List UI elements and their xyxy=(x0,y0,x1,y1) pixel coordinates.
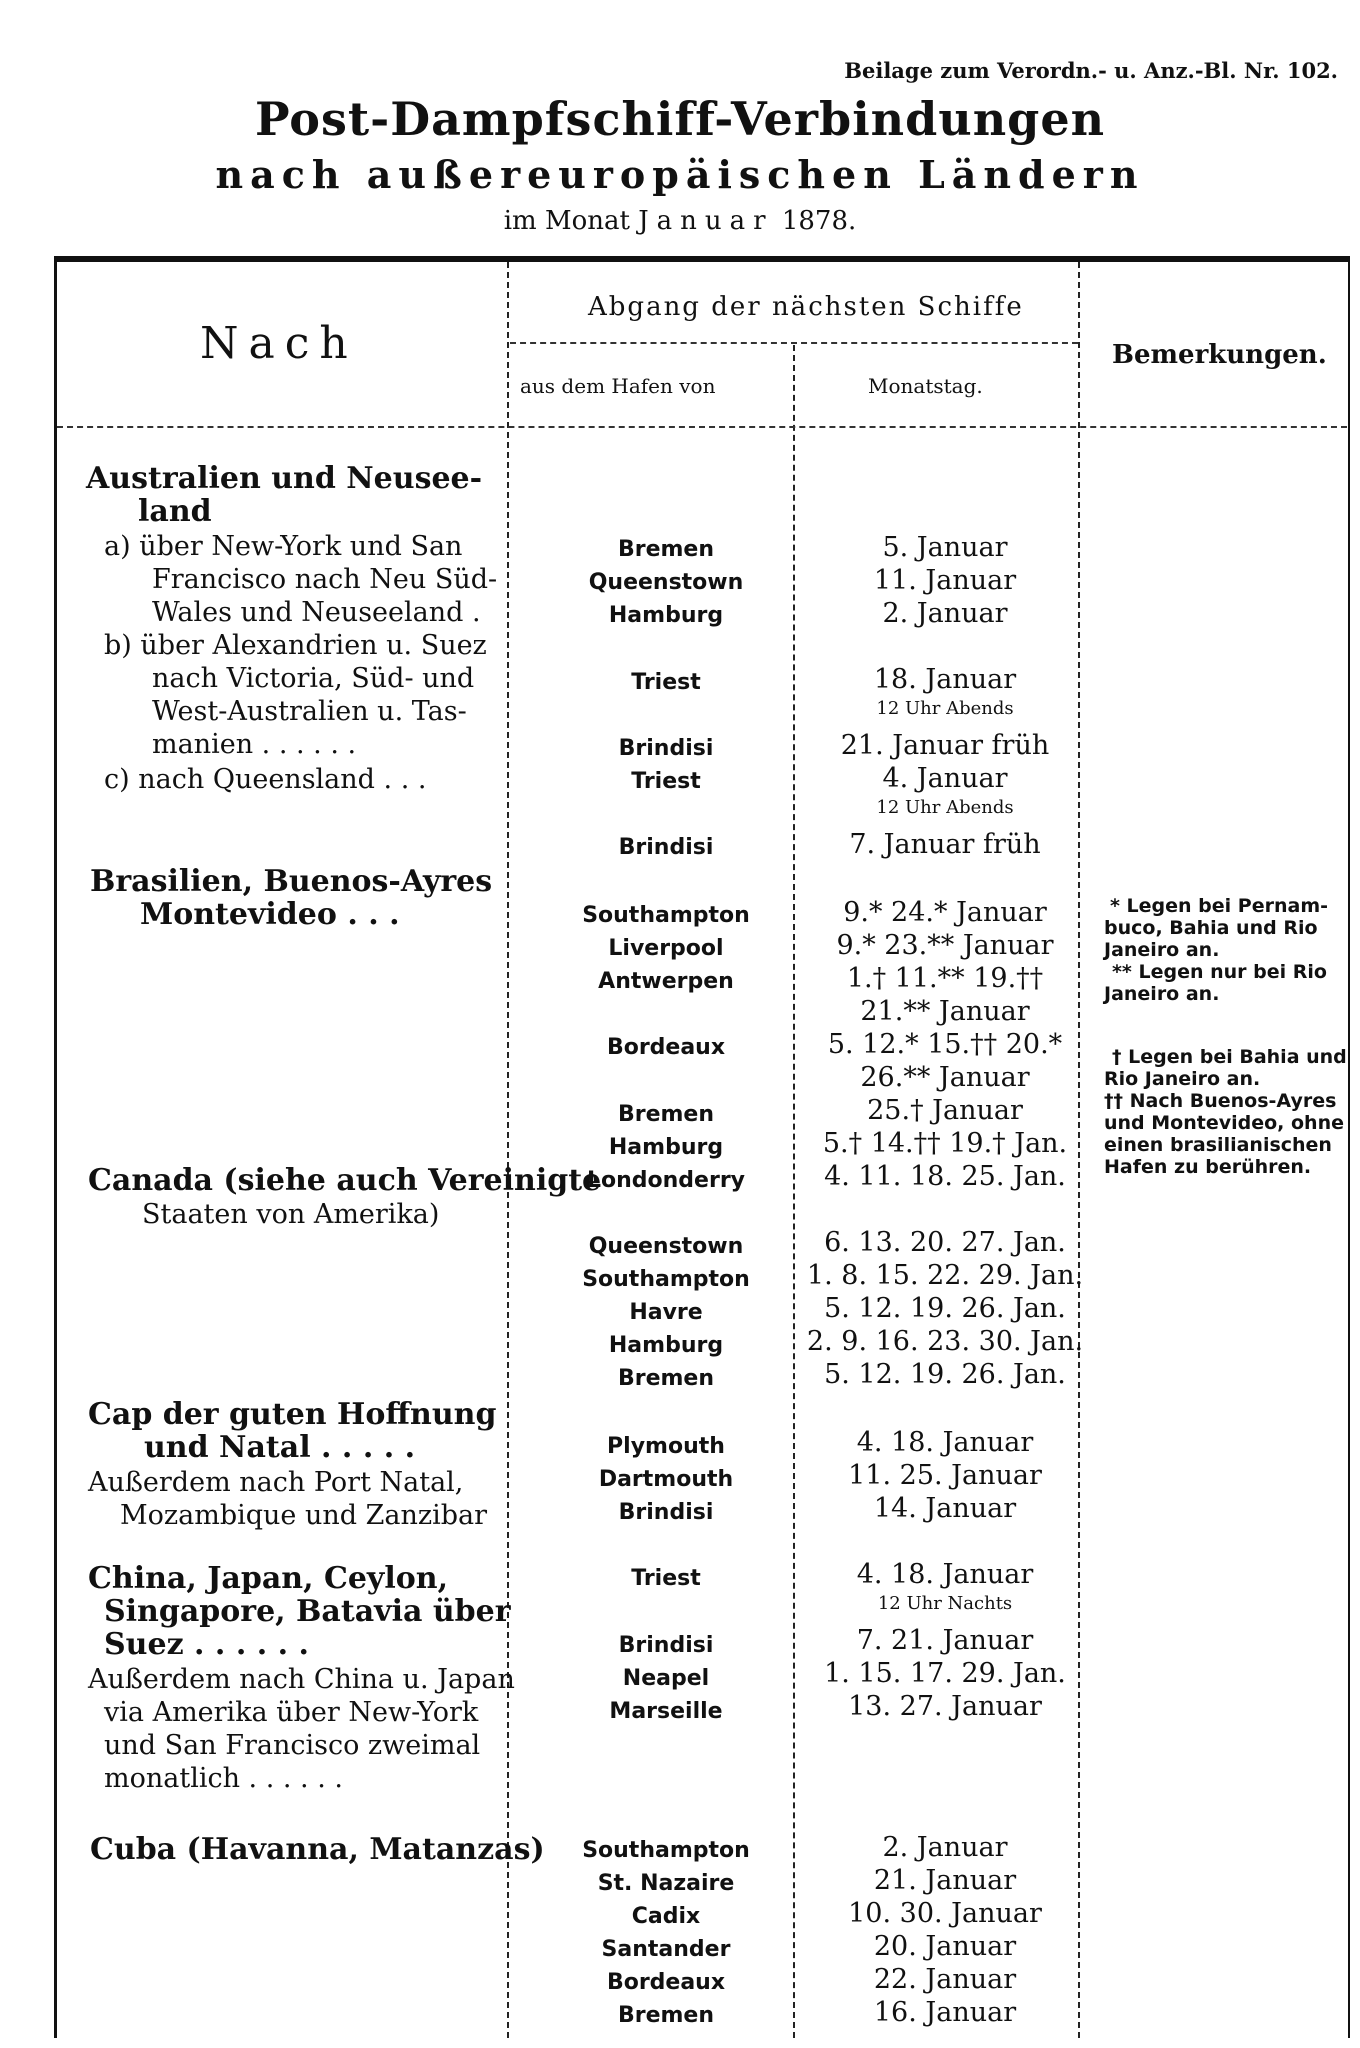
period-month: Januar xyxy=(638,206,774,236)
departure-time-note: 12 Uhr Abends xyxy=(876,698,1014,719)
departure-date: 14. Januar xyxy=(873,1493,1017,1524)
column-divider-nach xyxy=(507,262,509,2038)
remark-line: †† Nach Buenos-Ayres xyxy=(1104,1090,1337,1112)
destination-line: c) nach Queensland . . . xyxy=(104,764,427,795)
remark-line: † Legen bei Bahia und xyxy=(1112,1046,1347,1068)
column-header-nach: Nach xyxy=(200,318,358,369)
port-name: Triest xyxy=(631,1566,701,1591)
departure-date: 5. Januar xyxy=(882,532,1008,563)
departure-date: 5.† 14.†† 19.† Jan. xyxy=(822,1128,1068,1159)
port-name: Antwerpen xyxy=(598,969,734,994)
departure-date: 13. 27. Januar xyxy=(848,1691,1042,1722)
destination-line: Außerdem nach China u. Japan xyxy=(88,1664,515,1695)
destination-line: land xyxy=(138,494,212,529)
port-name: Bremen xyxy=(617,2003,715,2028)
departure-date: 7. 21. Januar xyxy=(856,1625,1034,1656)
remark-line: ** Legen nur bei Rio xyxy=(1112,961,1327,983)
departure-date: 5. 12. 19. 26. Jan. xyxy=(824,1359,1066,1390)
destination-line: und Natal . . . . . xyxy=(144,1430,416,1465)
departure-date: 21.** Januar xyxy=(860,996,1030,1027)
destination-line: Suez . . . . . . xyxy=(104,1627,309,1662)
destination-line: Canada (siehe auch Vereinigte xyxy=(88,1163,602,1198)
departure-date: 16. Januar xyxy=(873,1997,1017,2028)
destination-line: Montevideo . . . xyxy=(140,897,400,932)
destination-line: und San Francisco zweimal xyxy=(104,1730,481,1761)
period-line xyxy=(0,206,1360,236)
port-name: St. Nazaire xyxy=(597,1871,735,1896)
port-name: Hamburg xyxy=(608,1135,724,1160)
period-year: 1878. xyxy=(781,206,857,236)
departure-date: 5. 12.* 15.†† 20.* xyxy=(827,1029,1063,1060)
destination-line: manien . . . . . . xyxy=(152,729,357,760)
departure-date: 21. Januar früh xyxy=(840,730,1050,761)
remark-line: einen brasilianischen xyxy=(1104,1134,1332,1156)
port-name: Havre xyxy=(629,1300,703,1325)
supplement-reference: Beilage zum Verordn.- u. Anz.-Bl. Nr. 102. xyxy=(844,58,1338,83)
period-prefix: im Monat xyxy=(503,206,630,236)
port-name: Londonderry xyxy=(586,1168,746,1193)
departure-date: 11. 25. Januar xyxy=(848,1460,1042,1491)
port-name: Santander xyxy=(601,1937,731,1962)
destination-line: Brasilien, Buenos-Ayres xyxy=(90,864,493,899)
port-name: Southampton xyxy=(582,903,750,928)
destination-line: b) über Alexandrien u. Suez xyxy=(104,630,487,661)
departure-date: 10. 30. Januar xyxy=(848,1898,1042,1929)
departure-date: 4. 18. Januar xyxy=(856,1427,1034,1458)
departure-date: 4. Januar xyxy=(882,763,1008,794)
destination-line: Staaten von Amerika) xyxy=(142,1199,440,1230)
departure-date: 5. 12. 19. 26. Jan. xyxy=(824,1293,1066,1324)
port-name: Bremen xyxy=(617,1366,715,1391)
departure-date: 1. 15. 17. 29. Jan. xyxy=(824,1658,1066,1689)
remark-line: buco, Bahia und Rio xyxy=(1104,917,1318,939)
departure-date: 6. 13. 20. 27. Jan. xyxy=(824,1227,1066,1258)
departure-date: 22. Januar xyxy=(873,1964,1017,1995)
departure-time-note: 12 Uhr Abends xyxy=(876,797,1014,818)
port-name: Bremen xyxy=(617,1102,715,1127)
port-name: Queenstown xyxy=(588,570,744,595)
remark-line: * Legen bei Pernam- xyxy=(1110,895,1328,917)
destination-line: Wales und Neuseeland . xyxy=(152,597,481,628)
port-name: Neapel xyxy=(622,1666,710,1691)
departure-date: 2. 9. 16. 23. 30. Jan. xyxy=(806,1326,1084,1357)
destination-line: a) über New-York und San xyxy=(104,531,463,562)
page-subtitle: nach außereuropäischen Ländern xyxy=(215,152,1145,197)
destination-line: nach Victoria, Süd- und xyxy=(152,663,475,694)
departure-date: 11. Januar xyxy=(873,565,1017,596)
port-name: Cadix xyxy=(631,1904,701,1929)
departure-date: 21. Januar xyxy=(873,1865,1017,1896)
departure-date: 2. Januar xyxy=(882,1832,1008,1863)
departure-date: 20. Januar xyxy=(873,1931,1017,1962)
destination-line: Cap der guten Hoffnung xyxy=(88,1397,497,1432)
destination-line: monatlich . . . . . . xyxy=(104,1763,343,1794)
page-title: Post-Dampfschiff-Verbindungen xyxy=(254,92,1106,146)
destination-line: China, Japan, Ceylon, xyxy=(88,1561,449,1596)
departure-date: 4. 18. Januar xyxy=(856,1559,1034,1590)
departure-time-note: 12 Uhr Nachts xyxy=(877,1593,1013,1614)
port-name: Brindisi xyxy=(618,835,714,860)
port-name: Brindisi xyxy=(618,1500,714,1525)
column-header-abgang: Abgang der nächsten Schiffe xyxy=(588,292,1024,322)
port-name: Bremen xyxy=(617,537,715,562)
port-name: Southampton xyxy=(582,1267,750,1292)
destination-line: Australien und Neusee- xyxy=(86,461,483,496)
destination-line: via Amerika über New-York xyxy=(104,1697,479,1728)
remark-line: und Montevideo, ohne xyxy=(1104,1112,1344,1134)
port-name: Triest xyxy=(631,769,701,794)
port-name: Southampton xyxy=(582,1838,750,1863)
destination-line: Singapore, Batavia über xyxy=(104,1594,511,1629)
remark-line: Hafen zu berühren. xyxy=(1104,1156,1312,1178)
port-name: Hamburg xyxy=(608,1333,724,1358)
column-header-monatstag: Monatstag. xyxy=(868,374,983,398)
departure-date: 1.† 11.** 19.†† xyxy=(846,963,1044,994)
port-name: Bordeaux xyxy=(606,1035,726,1060)
port-name: Hamburg xyxy=(608,603,724,628)
departure-date: 9.* 24.* Januar xyxy=(843,897,1047,928)
port-name: Plymouth xyxy=(607,1434,725,1459)
destination-line: Mozambique und Zanzibar xyxy=(120,1500,488,1531)
destination-line: West-Australien u. Tas- xyxy=(152,696,467,727)
port-name: Bordeaux xyxy=(606,1970,726,1995)
departure-date: 25.† Januar xyxy=(867,1095,1023,1126)
header-bottom-rule xyxy=(57,426,1347,428)
column-header-hafen: aus dem Hafen von xyxy=(520,374,716,398)
port-name: Queenstown xyxy=(588,1234,744,1259)
departure-date: 1. 8. 15. 22. 29. Jan. xyxy=(806,1260,1084,1291)
destination-line: Francisco nach Neu Süd- xyxy=(152,564,498,595)
destination-line: Cuba (Havanna, Matanzas) xyxy=(90,1832,545,1867)
port-name: Brindisi xyxy=(618,736,714,761)
remark-line: Rio Janeiro an. xyxy=(1104,1068,1261,1090)
departure-date: 7. Januar früh xyxy=(849,829,1041,860)
port-name: Triest xyxy=(631,670,701,695)
remark-line: Janeiro an. xyxy=(1104,939,1220,961)
departure-date: 2. Januar xyxy=(882,598,1008,629)
port-name: Brindisi xyxy=(618,1633,714,1658)
departure-date: 9.* 23.** Januar xyxy=(836,930,1054,961)
destination-line: Außerdem nach Port Natal, xyxy=(88,1467,464,1498)
header-subdivider xyxy=(510,342,1078,344)
departure-date: 26.** Januar xyxy=(860,1062,1030,1093)
remark-line: Janeiro an. xyxy=(1104,983,1220,1005)
column-header-bemerkungen: Bemerkungen. xyxy=(1112,340,1327,370)
port-name: Marseille xyxy=(609,1699,723,1724)
port-name: Liverpool xyxy=(608,936,724,961)
departure-date: 4. 11. 18. 25. Jan. xyxy=(824,1161,1066,1192)
departure-date: 18. Januar xyxy=(873,664,1017,695)
port-name: Dartmouth xyxy=(598,1467,734,1492)
